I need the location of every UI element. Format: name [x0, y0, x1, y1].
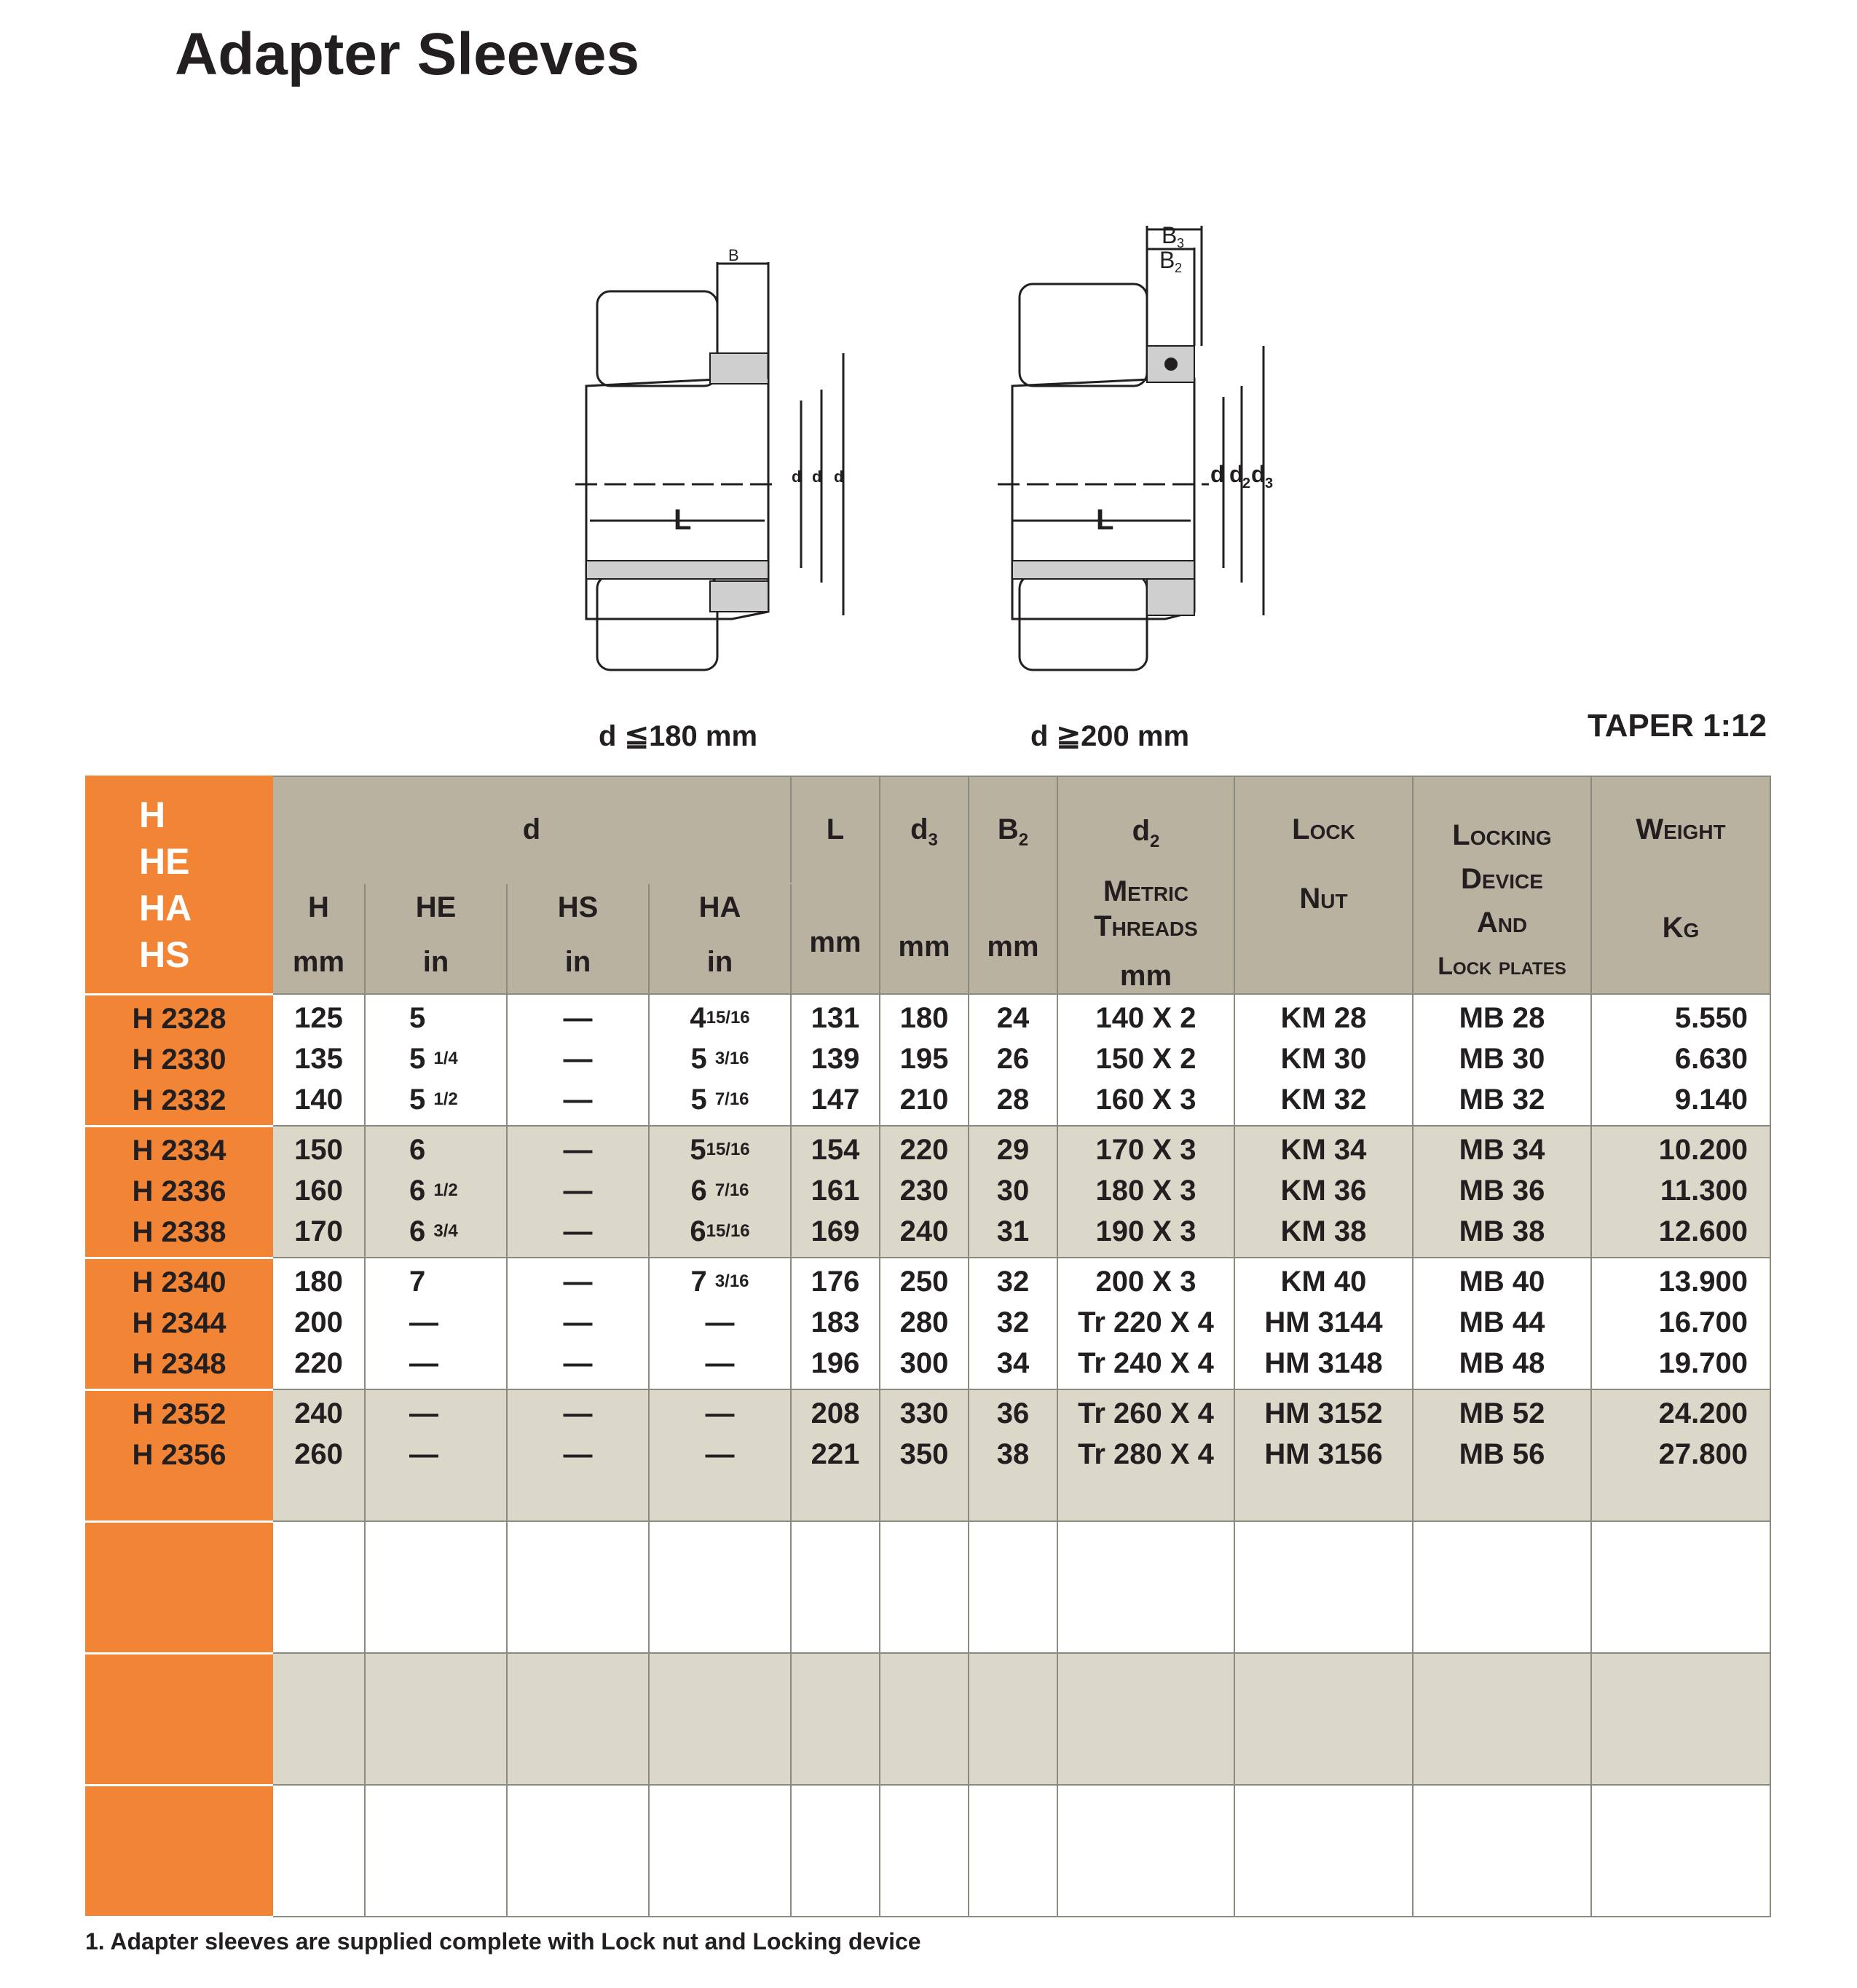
- thread-cell-value: 180 X 3: [1095, 1175, 1196, 1207]
- length-cell-value: 154: [811, 1134, 860, 1166]
- b2-cell-value: 26: [996, 1043, 1030, 1075]
- bore-HS-cell: [507, 1126, 649, 1258]
- bore-HA-cell: [649, 994, 791, 1126]
- bore-HE-cell-value: 6 $^{3/4}$: [409, 1215, 458, 1247]
- b2-cell-value: 24: [996, 1002, 1030, 1034]
- fraction: 7/16: [714, 1180, 749, 1200]
- bore-HE-cell-value: 5 $^{1/2}$: [409, 1084, 458, 1116]
- thread-cell: [1057, 1126, 1234, 1258]
- table-row-group: [86, 1521, 1770, 1653]
- thread-cell-value: 200 X 3: [1095, 1266, 1196, 1298]
- b2-cell-value: 34: [996, 1347, 1030, 1379]
- b2-cell: [969, 1389, 1057, 1521]
- thread-cell-value: 190 X 3: [1095, 1215, 1196, 1247]
- bore-H-cell-value: 150: [294, 1134, 343, 1166]
- thread-cell-value: Tr 220 X 4: [1078, 1306, 1214, 1338]
- weight-cell-value: 10.200: [1658, 1134, 1748, 1166]
- diagram-right-L-label: L: [1096, 504, 1114, 536]
- bore-HA-cell: [649, 1389, 791, 1521]
- bore-HA-cell: [649, 1258, 791, 1389]
- lock-plate-cell-value: MB 52: [1459, 1397, 1545, 1429]
- bore-HE-cell-value: 5 $^{1/4}$: [409, 1043, 458, 1075]
- bore-HS-cell-value: —: [563, 1215, 593, 1247]
- bore-HE-cell: [365, 1785, 507, 1917]
- bore-H-cell: [272, 1521, 365, 1653]
- diagram-right-d3-sub: 3: [1265, 476, 1274, 492]
- diagram-right-d2-label: d: [1229, 461, 1244, 487]
- b2-cell-value: 30: [996, 1175, 1030, 1207]
- diagram-left-B2-label: B: [728, 246, 739, 264]
- d3-cell-value: 350: [899, 1438, 949, 1470]
- lock-nut-cell-value: KM 32: [1280, 1084, 1367, 1116]
- taper-label: TAPER 1:12: [1588, 708, 1767, 743]
- fraction: 3/4: [433, 1221, 458, 1241]
- thread-cell-value: Tr 280 X 4: [1078, 1438, 1214, 1470]
- b2-cell: [969, 1521, 1057, 1653]
- weight-cell-value: 5.550: [1674, 1002, 1748, 1034]
- bore-H-cell: [272, 1389, 365, 1521]
- bore-HS-cell-value: —: [563, 1438, 593, 1470]
- table-row-group: [86, 994, 1770, 1126]
- bore-HA-cell: [649, 1521, 791, 1653]
- lock-nut-cell-value: HM 3152: [1264, 1397, 1383, 1429]
- bore-HA-cell-value: $4^{15/16}$: [690, 1002, 750, 1034]
- lock-plate-cell: [1413, 1258, 1591, 1389]
- b2-cell-value: 32: [996, 1266, 1030, 1298]
- lock-plate-cell: [1413, 1126, 1591, 1258]
- bore-H-cell-value: 135: [294, 1043, 343, 1075]
- designation-cell-value: H 2340: [132, 1266, 226, 1298]
- lock-nut-cell-value: KM 34: [1280, 1134, 1367, 1166]
- fraction: 7/16: [714, 1089, 749, 1109]
- fraction: 15/16: [706, 1221, 750, 1241]
- length-cell-value: 196: [811, 1347, 860, 1379]
- length-cell: [791, 1785, 880, 1917]
- b2-cell-value: 36: [996, 1397, 1030, 1429]
- designation-cell: [86, 1258, 272, 1389]
- bore-H-cell-value: 160: [294, 1175, 343, 1207]
- lock-nut-cell-value: HM 3148: [1264, 1347, 1383, 1379]
- weight-cell: [1591, 1126, 1770, 1258]
- table-row-group: [86, 1258, 1770, 1389]
- weight-cell-value: 9.140: [1674, 1084, 1748, 1116]
- designation-cell: [86, 1389, 272, 1521]
- length-cell: [791, 1126, 880, 1258]
- diagram-left-L-label: L: [674, 504, 692, 536]
- diagram-right-d2-sub: 2: [1242, 476, 1251, 492]
- d3-cell-value: 210: [899, 1084, 949, 1116]
- lock-plate-cell-value: MB 32: [1459, 1084, 1545, 1116]
- thread-cell-value: Tr 260 X 4: [1078, 1397, 1214, 1429]
- fraction: 3/16: [714, 1049, 749, 1068]
- bore-HA-cell-value: 5 $^{7/16}$: [690, 1084, 749, 1116]
- bore-HE-cell-value: 6: [409, 1134, 426, 1166]
- lock-plate-cell-value: MB 28: [1459, 1002, 1545, 1034]
- thread-cell-value: 150 X 2: [1095, 1043, 1196, 1075]
- diagram-small-sleeve: [575, 262, 843, 670]
- lock-plate-cell-value: MB 40: [1459, 1266, 1545, 1298]
- footnote: 1. Adapter sleeves are supplied complete with Lock nut and Locking device: [85, 1928, 921, 1955]
- b2-cell-value: 28: [996, 1084, 1030, 1116]
- bore-HE-cell-value: 6 $^{1/2}$: [409, 1175, 458, 1207]
- lock-nut-cell: [1234, 1389, 1413, 1521]
- weight-cell-value: 24.200: [1658, 1397, 1748, 1429]
- HS-header: HS in: [507, 883, 649, 994]
- lock-plate-cell-value: MB 34: [1459, 1134, 1545, 1166]
- bore-HE-cell: [365, 1653, 507, 1785]
- diagram-left-d3-label: d: [834, 468, 844, 486]
- d3-cell: [880, 1785, 969, 1917]
- bore-HE-cell: [365, 1126, 507, 1258]
- lock-plate-cell: [1413, 1785, 1591, 1917]
- table-row-group: [86, 1785, 1770, 1917]
- lock-plate-cell: [1413, 1653, 1591, 1785]
- B2-header: $B_2$ mm: [969, 776, 1057, 994]
- d3-cell-value: 280: [899, 1306, 949, 1338]
- thread-cell-value: 140 X 2: [1095, 1002, 1196, 1034]
- bore-H-cell-value: 180: [294, 1266, 343, 1298]
- diagram-right-d3-label: d: [1251, 461, 1266, 487]
- lock-nut-cell-value: KM 30: [1280, 1043, 1367, 1075]
- diagram-right-B2-label: B: [1159, 247, 1175, 273]
- table-row-group: [86, 1126, 1770, 1258]
- diagram-large-sleeve: [998, 226, 1263, 670]
- fraction: 3/16: [714, 1271, 749, 1291]
- bore-HS-cell-value: —: [563, 1266, 593, 1298]
- bore-HA-cell-value: —: [705, 1397, 735, 1429]
- lock-plate-cell-value: MB 56: [1459, 1438, 1545, 1470]
- lock-plate-cell: [1413, 1521, 1591, 1653]
- bore-H-cell-value: 260: [294, 1438, 343, 1470]
- lock-nut-cell: [1234, 1126, 1413, 1258]
- bore-HA-cell-value: $6^{15/16}$: [690, 1215, 750, 1247]
- bore-H-cell-value: 240: [294, 1397, 343, 1429]
- table-body: [86, 994, 1770, 1917]
- bore-HA-cell-value: $5^{15/16}$: [690, 1134, 750, 1166]
- HE-header: HE in: [365, 883, 507, 994]
- bore-HS-cell-value: —: [563, 1084, 593, 1116]
- b2-cell: [969, 1258, 1057, 1389]
- bore-HE-cell-value: 5: [409, 1002, 426, 1034]
- thread-cell: [1057, 1521, 1234, 1653]
- bore-HA-cell-value: 7 $^{3/16}$: [690, 1266, 749, 1298]
- bore-H-cell-value: 140: [294, 1084, 343, 1116]
- bore-H-cell: [272, 1653, 365, 1785]
- length-cell-value: 221: [811, 1438, 860, 1470]
- thread-cell: [1057, 1785, 1234, 1917]
- fraction: 1/4: [433, 1049, 458, 1068]
- bore-HS-cell-value: —: [563, 1002, 593, 1034]
- weight-cell-value: 6.630: [1674, 1043, 1748, 1075]
- weight-cell: [1591, 1653, 1770, 1785]
- bore-H-cell: [272, 1126, 365, 1258]
- length-cell-value: 176: [811, 1266, 860, 1298]
- designation-cell-value: H 2348: [132, 1347, 226, 1380]
- lock-nut-cell-value: HM 3144: [1264, 1306, 1383, 1338]
- bore-H-cell-value: 125: [294, 1002, 343, 1034]
- bore-H-cell-value: 170: [294, 1215, 343, 1247]
- lock-nut-cell-value: KM 36: [1280, 1175, 1367, 1207]
- designation-cell: [86, 1126, 272, 1258]
- locking-device-header: Locking Device And Lock plates: [1413, 776, 1591, 994]
- length-cell: [791, 994, 880, 1126]
- bore-HA-cell-value: —: [705, 1306, 735, 1338]
- bore-HS-cell-value: —: [563, 1306, 593, 1338]
- bore-HE-cell-value: —: [409, 1438, 438, 1470]
- b2-cell: [969, 994, 1057, 1126]
- bore-HA-cell: [649, 1126, 791, 1258]
- bore-HA-cell: [649, 1785, 791, 1917]
- lock-plate-cell-value: MB 38: [1459, 1215, 1545, 1247]
- diagram-left-d2-label: d: [812, 468, 822, 486]
- designation-cell-value: H 2338: [132, 1215, 226, 1248]
- weight-cell: [1591, 1785, 1770, 1917]
- bore-HS-cell: [507, 1389, 649, 1521]
- b2-cell: [969, 1785, 1057, 1917]
- bore-HE-cell-value: —: [409, 1306, 438, 1338]
- lock-nut-header: Lock Nut: [1234, 776, 1413, 994]
- lock-plate-cell-value: MB 30: [1459, 1043, 1545, 1075]
- bore-HA-cell: [649, 1653, 791, 1785]
- lock-nut-cell: [1234, 1521, 1413, 1653]
- series-header: H HE HA HS: [86, 776, 272, 994]
- lock-nut-cell-value: KM 28: [1280, 1002, 1367, 1034]
- designation-cell: [86, 1521, 272, 1653]
- lock-plate-cell-value: MB 48: [1459, 1347, 1545, 1379]
- thread-cell: [1057, 1653, 1234, 1785]
- d3-cell-value: 330: [899, 1397, 949, 1429]
- d3-header: $d_3$ mm: [880, 776, 969, 994]
- lock-nut-cell-value: KM 38: [1280, 1215, 1367, 1247]
- d3-cell: [880, 1258, 969, 1389]
- d3-cell: [880, 1389, 969, 1521]
- bore-HA-cell-value: 5 $^{3/16}$: [690, 1043, 749, 1075]
- diagram-left-d-label: d: [792, 468, 802, 486]
- bore-HE-cell: [365, 1389, 507, 1521]
- diagram-right-B3-label: B: [1162, 222, 1178, 248]
- d3-cell-value: 220: [899, 1134, 949, 1166]
- table-row-group: [86, 1389, 1770, 1521]
- d3-cell-value: 300: [899, 1347, 949, 1379]
- d3-cell: [880, 994, 969, 1126]
- weight-cell-value: 16.700: [1658, 1306, 1748, 1338]
- designation-cell: [86, 1653, 272, 1785]
- lock-nut-cell-value: KM 40: [1280, 1266, 1367, 1298]
- bore-HS-cell: [507, 1785, 649, 1917]
- length-cell: [791, 1258, 880, 1389]
- b2-cell-value: 31: [996, 1215, 1030, 1247]
- thread-cell-value: Tr 240 X 4: [1078, 1347, 1214, 1379]
- d2-header: $d_2$ Metric Threads mm: [1057, 776, 1234, 994]
- d3-cell-value: 230: [899, 1175, 949, 1207]
- fraction: 1/2: [433, 1089, 458, 1109]
- fraction: 15/16: [706, 1140, 750, 1159]
- lock-nut-cell: [1234, 994, 1413, 1126]
- designation-cell-value: H 2332: [132, 1084, 226, 1116]
- page-title: Adapter Sleeves: [175, 21, 640, 87]
- bore-HE-cell: [365, 1258, 507, 1389]
- lock-plate-cell-value: MB 36: [1459, 1175, 1545, 1207]
- d3-cell: [880, 1653, 969, 1785]
- bore-HS-cell-value: —: [563, 1397, 593, 1429]
- d3-cell: [880, 1521, 969, 1653]
- bore-H-cell-value: 220: [294, 1347, 343, 1379]
- HA-header: HA in: [649, 883, 791, 994]
- bore-HE-cell: [365, 994, 507, 1126]
- lock-plate-cell: [1413, 994, 1591, 1126]
- thread-cell: [1057, 994, 1234, 1126]
- lock-nut-cell: [1234, 1785, 1413, 1917]
- thread-cell-value: 170 X 3: [1095, 1134, 1196, 1166]
- designation-cell: [86, 1785, 272, 1917]
- designation-cell: [86, 994, 272, 1126]
- left-diagram-caption: d ≦180 mm: [599, 720, 758, 752]
- bore-H-cell: [272, 1258, 365, 1389]
- weight-cell-value: 27.800: [1658, 1438, 1748, 1470]
- designation-cell-value: H 2344: [132, 1306, 226, 1339]
- b2-cell-value: 32: [996, 1306, 1030, 1338]
- bore-H-cell: [272, 1785, 365, 1917]
- bore-H-cell: [272, 994, 365, 1126]
- weight-cell: [1591, 994, 1770, 1126]
- bore-HS-cell: [507, 994, 649, 1126]
- b2-cell: [969, 1653, 1057, 1785]
- weight-cell-value: 13.900: [1658, 1266, 1748, 1298]
- length-cell-value: 183: [811, 1306, 860, 1338]
- length-cell: [791, 1389, 880, 1521]
- length-cell-value: 131: [811, 1002, 860, 1034]
- bore-HE-cell-value: —: [409, 1347, 438, 1379]
- diagram-right-B2-sub: 2: [1175, 261, 1183, 275]
- right-diagram-caption: d ≧200 mm: [1030, 720, 1190, 752]
- designation-cell-value: H 2356: [132, 1438, 226, 1471]
- length-cell-value: 139: [811, 1043, 860, 1075]
- length-cell-value: 147: [811, 1084, 860, 1116]
- d-header: d: [272, 776, 791, 883]
- designation-cell-value: H 2334: [132, 1134, 226, 1167]
- weight-cell-value: 12.600: [1658, 1215, 1748, 1247]
- designation-cell-value: H 2328: [132, 1002, 226, 1035]
- designation-cell-value: H 2336: [132, 1175, 226, 1207]
- bore-H-cell-value: 200: [294, 1306, 343, 1338]
- diagram-right-d-label: d: [1210, 461, 1225, 487]
- b2-cell-value: 29: [996, 1134, 1030, 1166]
- thread-cell: [1057, 1258, 1234, 1389]
- weight-cell: [1591, 1521, 1770, 1653]
- weight-header: Weight Kg: [1591, 776, 1770, 994]
- bore-HS-cell: [507, 1258, 649, 1389]
- length-cell-value: 169: [811, 1215, 860, 1247]
- weight-cell: [1591, 1258, 1770, 1389]
- d3-cell-value: 195: [899, 1043, 949, 1075]
- d3-cell-value: 250: [899, 1266, 949, 1298]
- bore-HS-cell: [507, 1653, 649, 1785]
- d3-cell: [880, 1126, 969, 1258]
- fraction: 1/2: [433, 1180, 458, 1200]
- designation-cell-value: H 2330: [132, 1043, 226, 1076]
- bore-HS-cell-value: —: [563, 1347, 593, 1379]
- d3-cell-value: 240: [899, 1215, 949, 1247]
- b2-cell-value: 38: [996, 1438, 1030, 1470]
- length-cell-value: 161: [811, 1175, 860, 1207]
- bore-HS-cell-value: —: [563, 1175, 593, 1207]
- weight-cell-value: 11.300: [1660, 1175, 1748, 1207]
- H-header: H mm: [272, 883, 365, 994]
- table-row-group: [86, 1653, 1770, 1785]
- diagram-right-B3-sub: 3: [1177, 236, 1185, 251]
- bore-HA-cell-value: 6 $^{7/16}$: [690, 1175, 749, 1207]
- thread-cell: [1057, 1389, 1234, 1521]
- bore-HA-cell-value: —: [705, 1438, 735, 1470]
- bore-HA-cell-value: —: [705, 1347, 735, 1379]
- bore-HS-cell-value: —: [563, 1134, 593, 1166]
- length-cell: [791, 1653, 880, 1785]
- lock-nut-cell: [1234, 1653, 1413, 1785]
- length-cell: [791, 1521, 880, 1653]
- L-header: L mm: [791, 776, 880, 994]
- b2-cell: [969, 1126, 1057, 1258]
- lock-nut-cell: [1234, 1258, 1413, 1389]
- adapter-sleeve-table: [85, 776, 1771, 1918]
- adapter-sleeve-diagram: [553, 211, 1311, 677]
- bore-HE-cell: [365, 1521, 507, 1653]
- lock-plate-cell-value: MB 44: [1459, 1306, 1545, 1338]
- weight-cell-value: 19.700: [1658, 1347, 1748, 1379]
- fraction: 15/16: [706, 1008, 750, 1027]
- designation-cell-value: H 2352: [132, 1397, 226, 1430]
- bore-HE-cell-value: —: [409, 1397, 438, 1429]
- bore-HS-cell-value: —: [563, 1043, 593, 1075]
- d3-cell-value: 180: [899, 1002, 949, 1034]
- lock-nut-cell-value: HM 3156: [1264, 1438, 1383, 1470]
- thread-cell-value: 160 X 3: [1095, 1084, 1196, 1116]
- length-cell-value: 208: [811, 1397, 860, 1429]
- bore-HE-cell-value: 7: [409, 1266, 426, 1298]
- weight-cell: [1591, 1389, 1770, 1521]
- lock-plate-cell: [1413, 1389, 1591, 1521]
- bore-HS-cell: [507, 1521, 649, 1653]
